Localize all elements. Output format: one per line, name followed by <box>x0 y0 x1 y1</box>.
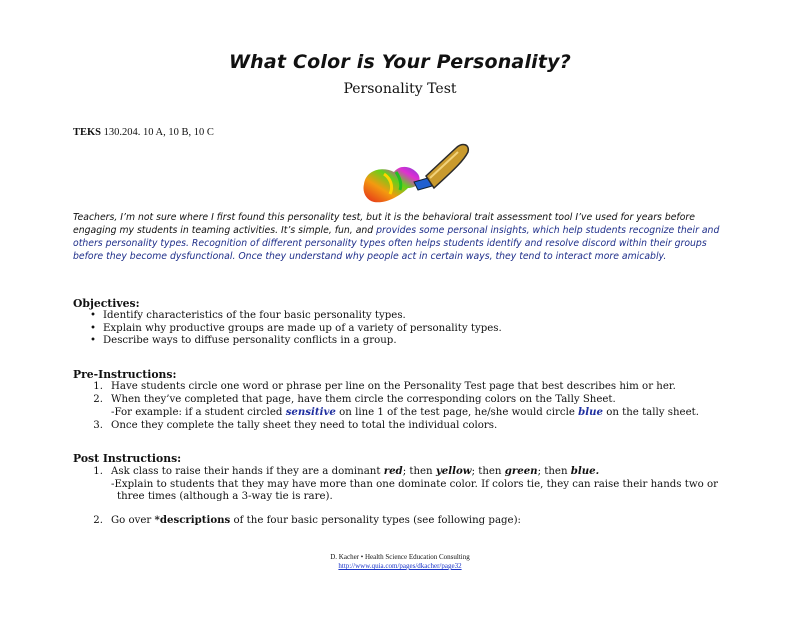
list-item: 3. Once they complete the tally sheet they need to total the individual colors. <box>93 419 498 431</box>
list-item: 2. Go over *descriptions of the four basic personality types (see following page): <box>93 513 521 526</box>
page-footer <box>0 553 800 571</box>
page-title: What Color is Your Personality? <box>229 51 571 73</box>
paintbrush-icon <box>360 138 472 210</box>
teks-value: 130.204. 10 A, 10 B, 10 C <box>103 127 214 138</box>
teks-line <box>73 127 214 138</box>
objectives-section <box>73 297 502 348</box>
list-item: • Describe ways to diffuse personality conflicts in a group. <box>90 335 397 346</box>
footer-link[interactable]: http://www.quia.com/pages/dkacher/page32 <box>338 562 462 570</box>
list-item: 1. Ask class to raise their hands if they are a dominant red; then yellow; then green; then blue. <box>93 465 600 477</box>
pre-instructions-section <box>73 368 699 432</box>
post-instructions-section <box>73 452 718 527</box>
list-item: 1. Have students circle one word or phrase per line on the Personality Test page that best describes him or her. <box>93 381 676 392</box>
footer-author: D. Kacher • Health Science Education Consulting <box>330 553 470 561</box>
page-subtitle: Personality Test <box>343 81 457 97</box>
intro-text-part1: Teachers, I’m not sure where I first found this personality test, but it is the behavioral trait assessment tool I’ve used for years before engaging my students in teaming activities. It’s simple, fun, and <box>73 212 695 236</box>
teks-label: TEKS <box>73 127 102 138</box>
intro-paragraph <box>73 211 733 263</box>
list-item: 2. When they’ve completed that page, have them circle the corresponding colors on the Tally Sheet. <box>93 393 616 405</box>
intro-text-part2: provides some personal insights, which help students recognize their and others personality types. Recognition of different personality types often helps students identify and resolve discord within their groups before they become dysfunctional. Once they understand why people act in certain ways, they tend to interact more amicably. <box>73 225 720 262</box>
objectives-list <box>73 310 502 348</box>
list-item-sub: -For example: if a student circled sensitive on line 1 of the test page, he/she would circle blue on the tally sheet. <box>111 406 699 418</box>
pre-instructions-list <box>73 381 699 432</box>
pre-instructions-heading: Pre-Instructions: <box>73 368 177 381</box>
objectives-heading: Objectives: <box>73 297 140 310</box>
post-instructions-list <box>73 465 718 527</box>
post-instructions-heading: Post Instructions: <box>73 452 182 465</box>
list-item-sub: -Explain to students that they may have more than one dominate color. If colors tie, they can raise their hands two or <box>111 478 718 490</box>
list-item-sub: three times (although a 3-way tie is rare). <box>117 491 333 502</box>
list-item: • Explain why productive groups are made up of a variety of personality types. <box>90 322 502 334</box>
list-item: • Identify characteristics of the four basic personality types. <box>90 310 406 321</box>
